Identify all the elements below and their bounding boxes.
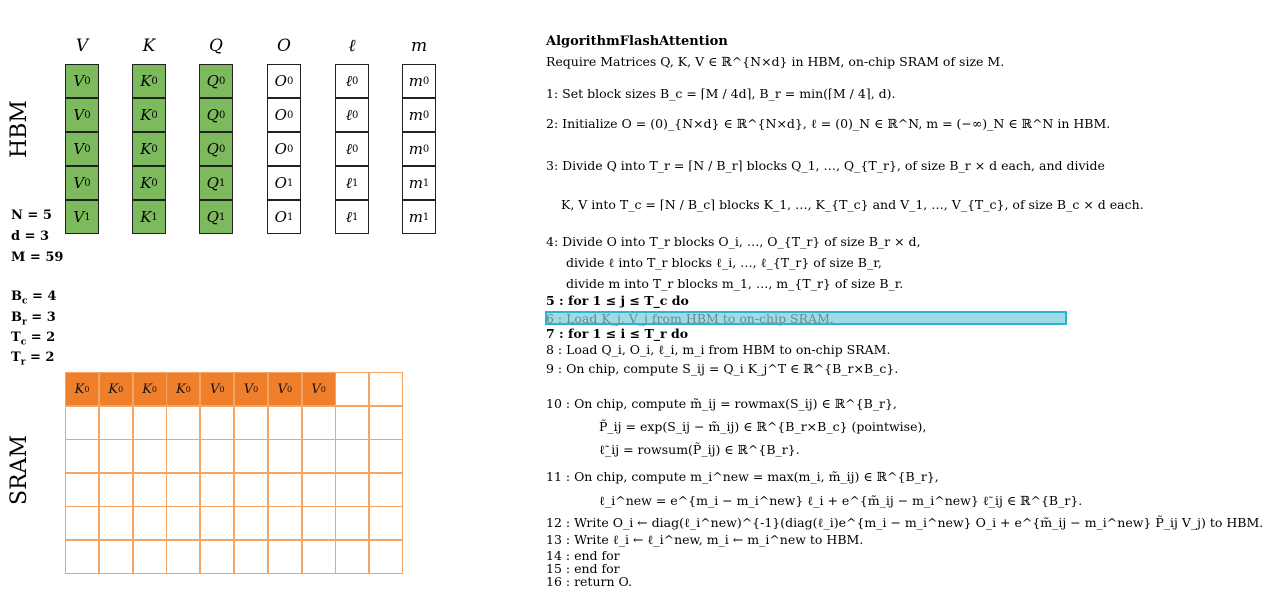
algorithm-line: 16 : return O. xyxy=(546,574,632,589)
sram-cell-empty xyxy=(302,506,336,540)
hbm-cell: K 0 xyxy=(132,166,166,200)
sram-cell-empty xyxy=(268,540,302,574)
hbm-cell: Q 1 xyxy=(199,200,233,234)
hbm-cell: K 0 xyxy=(132,132,166,166)
hbm-cell: O 1 xyxy=(267,166,301,200)
algorithm-line: 2: Initialize O = (0)_{N×d} ∈ ℝ^{N×d}, ℓ = (0)_N ∈ ℝ^N, m = (−∞)_N ∈ ℝ^N in HBM. xyxy=(546,116,1111,131)
sram-cell-empty xyxy=(369,439,403,473)
sram-cell-empty xyxy=(65,406,99,440)
sram-cell-empty xyxy=(65,439,99,473)
algorithm-line: K, V into T_c = ⌈N / B_c⌉ blocks K_1, …, K_{T_c} and V_1, …, V_{T_c}, of size B_c × d each. xyxy=(561,197,1144,212)
sram-cell-empty xyxy=(200,439,234,473)
parameter: $T_r = 2$ xyxy=(11,350,55,368)
algorithm-title: AlgorithmFlashAttention xyxy=(546,34,728,49)
algorithm-line: 12 : Write O_i ← diag(ℓ_i^new)^{-1}(diag(ℓ_i)e^{m_i − m_i^new} O_i + e^{m̃_ij − m_i^new} P̃_ij V_j) to HBM. xyxy=(546,515,1263,530)
algorithm-line: 14 : end for xyxy=(546,548,620,563)
hbm-cell: m 0 xyxy=(402,98,436,132)
hbm-cell: m 1 xyxy=(402,166,436,200)
algorithm-line: 9 : On chip, compute S_ij = Q_i K_j^T ∈ ℝ^{B_r×B_c}. xyxy=(546,361,899,376)
sram-cell-empty xyxy=(166,506,200,540)
sram-cell-empty xyxy=(335,406,369,440)
hbm-cell: m 1 xyxy=(402,200,436,234)
sram-cell-loaded: V 0 xyxy=(268,372,302,406)
hbm-cell: ℓ 0 xyxy=(335,132,369,166)
sram-cell-empty xyxy=(99,506,133,540)
sram-cell-loaded: K 0 xyxy=(133,372,167,406)
sram-cell-empty xyxy=(369,506,403,540)
sram-cell-empty xyxy=(234,473,268,507)
sram-cell-empty xyxy=(166,439,200,473)
sram-cell-empty xyxy=(268,473,302,507)
sram-cell-loaded: V 0 xyxy=(200,372,234,406)
sram-cell-loaded: K 0 xyxy=(65,372,99,406)
algorithm-line: 6 : Load K_j, V_j from HBM to on-chip SRAM. xyxy=(546,311,834,326)
sram-cell-empty xyxy=(133,439,167,473)
hbm-column-header: ℓ xyxy=(348,36,356,56)
sram-cell-empty xyxy=(166,473,200,507)
sram-cell-loaded: K 0 xyxy=(99,372,133,406)
hbm-column-header: O xyxy=(277,36,291,56)
hbm-cell: ℓ 0 xyxy=(335,64,369,98)
parameter: M = 59 xyxy=(11,250,64,265)
hbm-cell: ℓ 1 xyxy=(335,166,369,200)
sram-cell-empty xyxy=(268,439,302,473)
sram-cell-empty xyxy=(133,473,167,507)
sram-cell-loaded: V 0 xyxy=(234,372,268,406)
sram-cell-empty xyxy=(166,406,200,440)
hbm-cell: Q 0 xyxy=(199,132,233,166)
parameter: $T_c = 2$ xyxy=(11,330,56,348)
hbm-cell: O 0 xyxy=(267,132,301,166)
algorithm-line: 3: Divide Q into T_r = ⌈N / B_r⌉ blocks Q_1, …, Q_{T_r}, of size B_r × d each, and divide xyxy=(546,158,1105,173)
sram-cell-empty xyxy=(65,540,99,574)
algorithm-line: 5 : for 1 ≤ j ≤ T_c do xyxy=(546,293,689,308)
hbm-cell: ℓ 1 xyxy=(335,200,369,234)
sram-cell-empty xyxy=(369,406,403,440)
sram-cell-empty xyxy=(65,473,99,507)
hbm-cell: V 0 xyxy=(65,64,99,98)
sram-cell-empty xyxy=(133,406,167,440)
hbm-cell: Q 1 xyxy=(199,166,233,200)
sram-cell-empty xyxy=(99,406,133,440)
algorithm-line: 4: Divide O into T_r blocks O_i, …, O_{T_r} of size B_r × d, xyxy=(546,234,921,249)
algorithm-line: ℓ_i^new = e^{m_i − m_i^new} ℓ_i + e^{m̃_ij − m_i^new} ℓ̃_ij ∈ ℝ^{B_r}. xyxy=(599,493,1083,508)
hbm-cell: O 0 xyxy=(267,98,301,132)
hbm-cell: m 0 xyxy=(402,64,436,98)
hbm-column-header: Q xyxy=(209,36,223,56)
hbm-cell: O 1 xyxy=(267,200,301,234)
sram-cell-empty xyxy=(302,439,336,473)
algorithm-line: 7 : for 1 ≤ i ≤ T_r do xyxy=(546,326,689,341)
sram-cell-empty xyxy=(234,540,268,574)
sram-cell-empty xyxy=(200,406,234,440)
hbm-cell: K 1 xyxy=(132,200,166,234)
sram-cell-empty xyxy=(200,473,234,507)
sram-cell-empty xyxy=(335,439,369,473)
hbm-cell: m 0 xyxy=(402,132,436,166)
parameter: $B_c = 4$ xyxy=(11,289,57,307)
sram-cell-loaded: V 0 xyxy=(302,372,336,406)
sram-cell-empty xyxy=(369,473,403,507)
sram-cell-empty xyxy=(65,506,99,540)
sram-cell-empty xyxy=(133,506,167,540)
sram-cell-empty xyxy=(166,540,200,574)
algorithm-line: 11 : On chip, compute m_i^new = max(m_i, m̃_ij) ∈ ℝ^{B_r}, xyxy=(546,469,939,484)
algorithm-line: ℓ̃_ij = rowsum(P̃_ij) ∈ ℝ^{B_r}. xyxy=(599,442,800,457)
sram-cell-empty xyxy=(234,506,268,540)
hbm-cell: K 0 xyxy=(132,98,166,132)
hbm-cell: K 0 xyxy=(132,64,166,98)
sram-cell-empty xyxy=(133,540,167,574)
sram-cell-empty xyxy=(200,506,234,540)
sram-cell-empty xyxy=(302,540,336,574)
algorithm-line: 1: Set block sizes B_c = ⌈M / 4d⌉, B_r = min(⌈M / 4⌉, d). xyxy=(546,86,896,101)
algorithm-line: 15 : end for xyxy=(546,561,620,576)
sram-cell-empty xyxy=(369,372,403,406)
sram-cell-empty xyxy=(335,372,369,406)
sram-cell-empty xyxy=(335,506,369,540)
hbm-cell: Q 0 xyxy=(199,98,233,132)
hbm-cell: V 1 xyxy=(65,200,99,234)
sram-cell-empty xyxy=(369,540,403,574)
sram-cell-loaded: K 0 xyxy=(166,372,200,406)
sram-cell-empty xyxy=(99,439,133,473)
hbm-column-header: K xyxy=(142,36,156,56)
algorithm-line: 8 : Load Q_i, O_i, ℓ_i, m_i from HBM to on-chip SRAM. xyxy=(546,342,891,357)
sram-cell-empty xyxy=(200,540,234,574)
algorithm-line: 13 : Write ℓ_i ← ℓ_i^new, m_i ← m_i^new to HBM. xyxy=(546,532,864,547)
algorithm-line: Require Matrices Q, K, V ∈ ℝ^{N×d} in HBM, on-chip SRAM of size M. xyxy=(546,54,1005,69)
sram-cell-empty xyxy=(335,473,369,507)
sram-cell-empty xyxy=(302,473,336,507)
algorithm-line: divide ℓ into T_r blocks ℓ_i, …, ℓ_{T_r} of size B_r, xyxy=(566,255,882,270)
sram-cell-empty xyxy=(302,406,336,440)
hbm-cell: ℓ 0 xyxy=(335,98,369,132)
sram-cell-empty xyxy=(335,540,369,574)
sram-cell-empty xyxy=(268,506,302,540)
algorithm-line: P̃_ij = exp(S_ij − m̃_ij) ∈ ℝ^{B_r×B_c} (pointwise), xyxy=(599,419,927,434)
hbm-cell: V 0 xyxy=(65,98,99,132)
hbm-column-header: V xyxy=(75,36,89,56)
sram-cell-empty xyxy=(234,406,268,440)
parameter: $B_r = 3$ xyxy=(11,310,56,328)
parameter: N = 5 xyxy=(11,208,52,223)
algorithm-line: 10 : On chip, compute m̃_ij = rowmax(S_ij) ∈ ℝ^{B_r}, xyxy=(546,396,897,411)
hbm-cell: O 0 xyxy=(267,64,301,98)
hbm-label: HBM xyxy=(7,100,32,158)
hbm-cell: V 0 xyxy=(65,166,99,200)
hbm-cell: V 0 xyxy=(65,132,99,166)
sram-cell-empty xyxy=(268,406,302,440)
hbm-cell: Q 0 xyxy=(199,64,233,98)
parameter: d = 3 xyxy=(11,229,50,244)
sram-cell-empty xyxy=(99,473,133,507)
sram-cell-empty xyxy=(99,540,133,574)
sram-cell-empty xyxy=(234,439,268,473)
hbm-column-header: m xyxy=(410,36,428,56)
sram-label: SRAM xyxy=(7,434,32,505)
algorithm-line: divide m into T_r blocks m_1, …, m_{T_r} of size B_r. xyxy=(566,276,904,291)
